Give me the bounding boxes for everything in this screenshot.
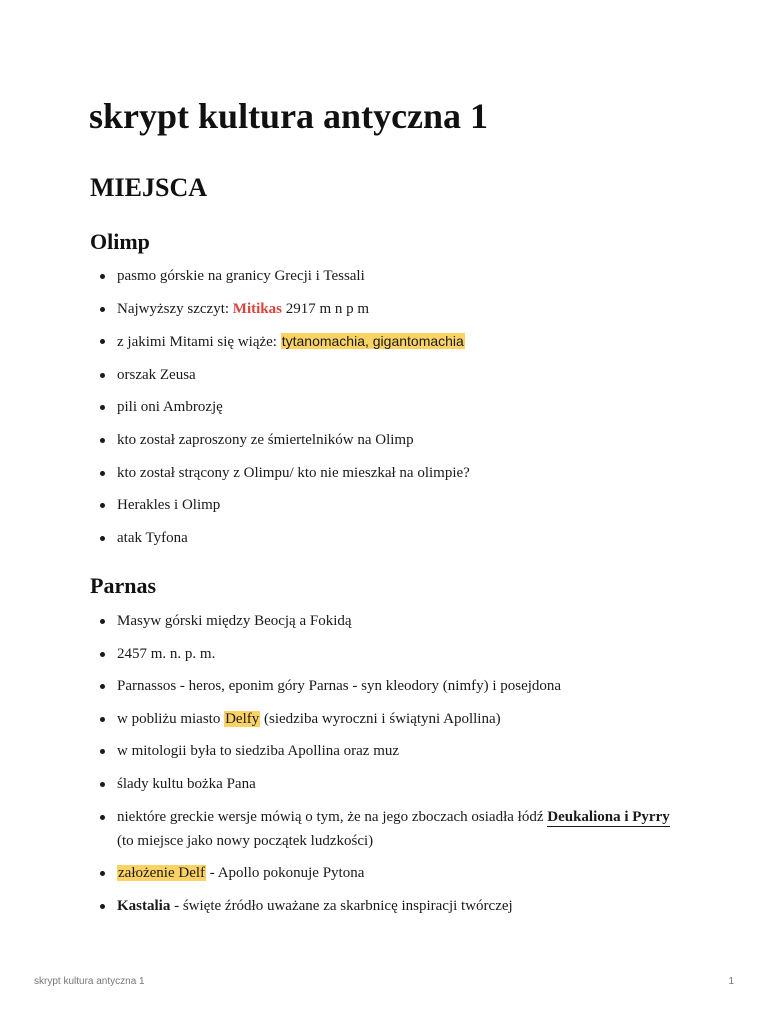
list-item: Masyw górski między Beocją a Fokidą <box>90 609 690 633</box>
olimp-list <box>90 264 690 558</box>
list-item: kto został strącony z Olimpu/ kto nie mieszkał na olimpie? <box>90 461 690 485</box>
list-item: kto został zaproszony ze śmiertelników na Olimp <box>90 428 690 452</box>
bold-term: Kastalia <box>117 897 171 914</box>
section-heading-miejsca: MIEJSCA <box>90 173 208 202</box>
highlighted-text: Delfy <box>225 710 260 727</box>
link-deukaliona-i-pyrry[interactable]: Deukaliona i Pyrry <box>547 808 670 825</box>
list-item: pasmo górskie na granicy Grecji i Tessali <box>90 264 690 288</box>
list-item: atak Tyfona <box>90 526 690 550</box>
list-item: ślady kultu bożka Pana <box>90 772 690 796</box>
accent-text: Mitikas <box>232 300 282 317</box>
list-item: Parnassos - heros, eponim góry Parnas - syn kleodory (nimfy) i posejdona <box>90 674 690 698</box>
highlighted-text: założenie Delf <box>118 865 206 882</box>
list-item: z jakimi Mitami się wiąże: tytanomachia, gigantomachia <box>90 329 690 354</box>
list-item: 2457 m. n. p. m. <box>90 642 690 666</box>
highlighted-text: tytanomachia, gigantomachia <box>281 333 464 350</box>
list-item: założenie Delf - Apollo pokonuje Pytona <box>90 861 690 885</box>
list-item: w pobliżu miasto Delfy (siedziba wyroczni i świątyni Apollina) <box>90 707 690 731</box>
subheading-olimp: Olimp <box>90 229 150 254</box>
list-item: w mitologii była to siedziba Apollina oraz muz <box>90 739 690 763</box>
list-item: Najwyższy szczyt: Mitikas 2917 m n p m <box>90 297 690 321</box>
footer-page-number: 1 <box>728 976 734 987</box>
list-item: Herakles i Olimp <box>90 493 690 517</box>
list-item: niektóre greckie wersje mówią o tym, że na jego zboczach osiadła łódź Deukaliona i Pyrry (to miejsce jako nowy początek ludzkości) <box>90 805 690 853</box>
footer-document-title: skrypt kultura antyczna 1 <box>34 976 145 987</box>
parnas-list <box>90 609 690 926</box>
list-item: pili oni Ambrozję <box>90 395 690 419</box>
subheading-parnas: Parnas <box>90 573 156 598</box>
list-item: orszak Zeusa <box>90 363 690 387</box>
list-item: Kastalia - święte źródło uważane za skarbnicę inspiracji twórczej <box>90 894 690 918</box>
page-title: skrypt kultura antyczna 1 <box>89 96 489 136</box>
